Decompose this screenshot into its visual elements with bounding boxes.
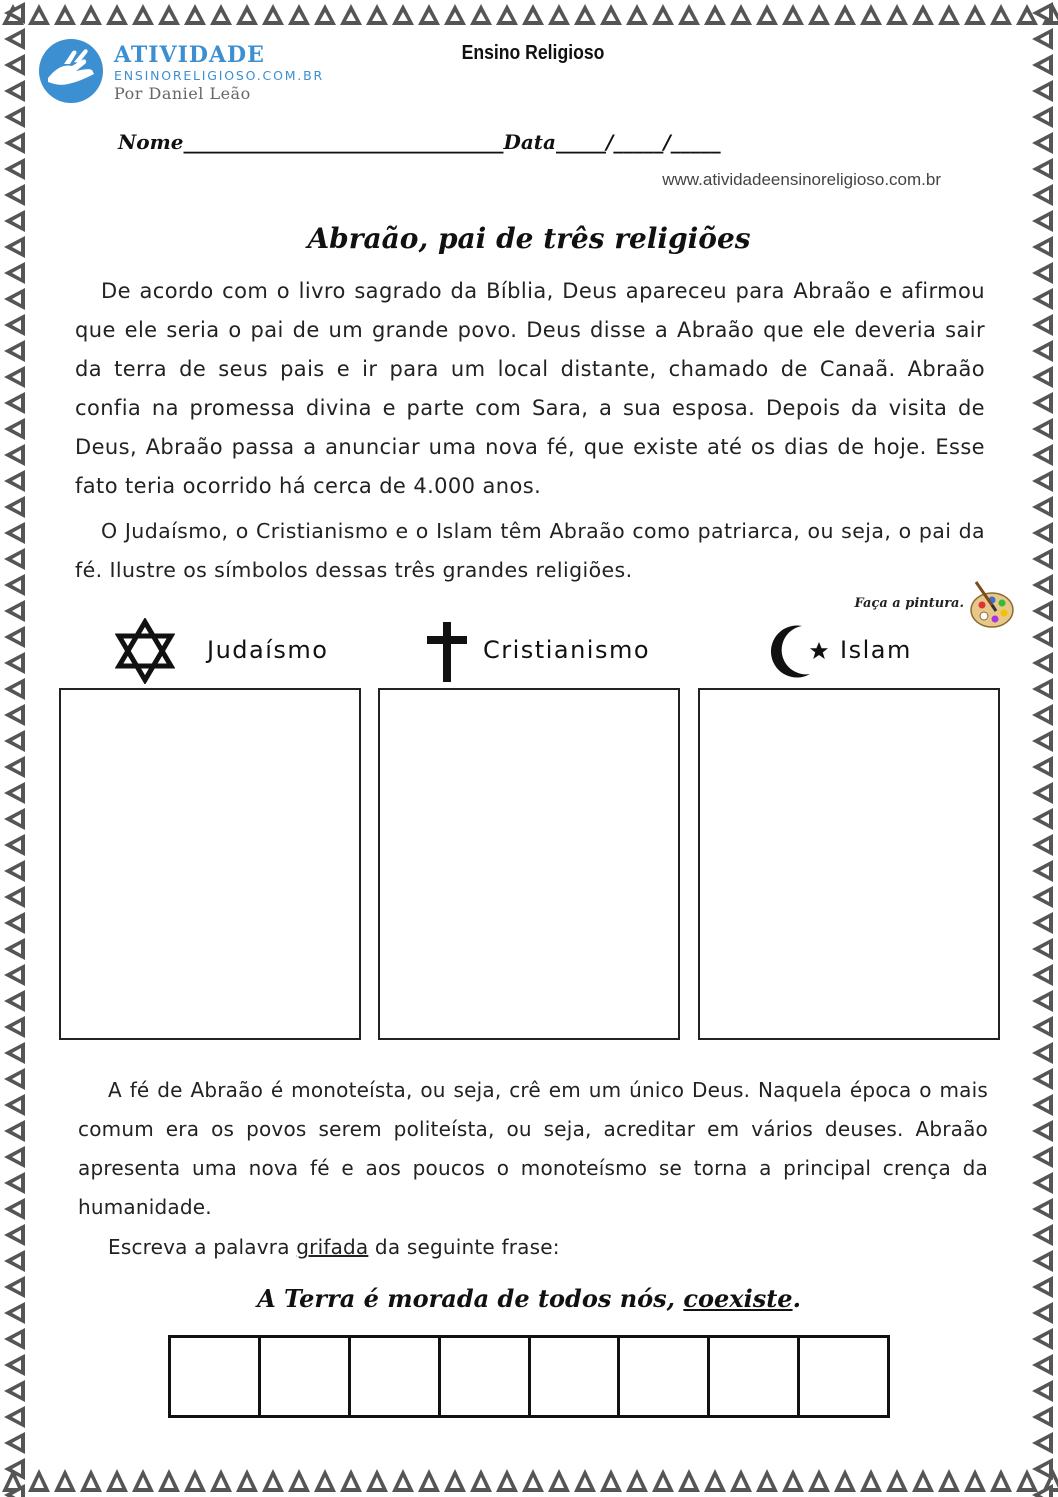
border-triangle xyxy=(4,1354,25,1376)
letter-box[interactable] xyxy=(531,1338,621,1415)
border-triangle xyxy=(1032,1198,1053,1220)
border-triangle xyxy=(1032,990,1053,1012)
border-triangle xyxy=(834,1469,856,1492)
border-triangle xyxy=(158,1469,180,1492)
border-triangle xyxy=(1032,834,1053,856)
border-triangle xyxy=(4,678,25,700)
decorative-border-bottom xyxy=(0,1465,1058,1497)
border-triangle xyxy=(4,54,25,76)
letter-boxes xyxy=(168,1335,890,1418)
border-triangle xyxy=(1032,496,1053,518)
paragraph-monotheism-text: A fé de Abraão é monoteísta, ou seja, crê em um único Deus. Naquela época o mais comum era os povos serem politeísta, ou seja, acreditar em vários deuses. Abraão apresenta uma nova fé e aos poucos o monoteísmo se torna a principal crença da humanidade. xyxy=(78,1078,988,1219)
border-triangle xyxy=(1032,964,1053,986)
border-triangle xyxy=(1032,756,1053,778)
letter-box[interactable] xyxy=(171,1338,261,1415)
border-triangle xyxy=(366,1469,388,1492)
site-url: www.atividadeensinoreligioso.com.br xyxy=(662,170,941,189)
border-triangle xyxy=(938,1469,960,1492)
border-triangle xyxy=(1032,652,1053,674)
border-triangle xyxy=(470,4,492,25)
phrase-underlined-word: coexiste xyxy=(683,1284,793,1313)
border-triangle xyxy=(886,1469,908,1492)
border-triangle xyxy=(808,4,830,25)
border-triangle xyxy=(730,4,752,25)
border-triangle xyxy=(756,4,778,25)
border-triangle xyxy=(912,1469,934,1492)
border-triangle xyxy=(4,652,25,674)
border-triangle xyxy=(782,1469,804,1492)
border-triangle xyxy=(4,496,25,518)
border-triangle xyxy=(262,4,284,25)
border-triangle xyxy=(652,4,674,25)
border-triangle xyxy=(4,1406,25,1428)
border-triangle xyxy=(1032,574,1053,596)
hands-logo-icon xyxy=(38,38,104,104)
border-triangle xyxy=(1032,262,1053,284)
border-triangle xyxy=(964,1469,986,1492)
border-triangle xyxy=(886,4,908,25)
border-triangle xyxy=(678,1469,700,1492)
border-triangle xyxy=(1032,314,1053,336)
write-instruction-after: da seguinte frase: xyxy=(368,1235,560,1259)
name-date-field[interactable]: Nome________________________________Data_____/_____/_____ xyxy=(118,130,721,154)
border-triangle xyxy=(1032,1224,1053,1246)
drawing-box-islam[interactable] xyxy=(698,688,1000,1040)
letter-box[interactable] xyxy=(800,1338,887,1415)
border-triangle xyxy=(4,184,25,206)
border-triangle xyxy=(730,1469,752,1492)
border-triangle xyxy=(288,1469,310,1492)
letter-box[interactable] xyxy=(620,1338,710,1415)
border-triangle xyxy=(574,1469,596,1492)
paragraph-monotheism xyxy=(78,1071,988,1227)
border-triangle xyxy=(1032,782,1053,804)
border-triangle xyxy=(4,756,25,778)
border-triangle xyxy=(132,1469,154,1492)
paragraph-write-instruction xyxy=(78,1228,988,1267)
border-triangle xyxy=(4,1120,25,1142)
paragraph-instruction xyxy=(75,512,985,590)
border-triangle xyxy=(236,1469,258,1492)
border-triangle xyxy=(1032,1172,1053,1194)
border-triangle xyxy=(4,1484,25,1497)
border-triangle xyxy=(4,834,25,856)
drawing-box-judaism[interactable] xyxy=(59,688,361,1040)
border-triangle xyxy=(132,4,154,25)
border-triangle xyxy=(756,1469,778,1492)
border-triangle xyxy=(548,4,570,25)
border-triangle xyxy=(4,1328,25,1350)
border-triangle xyxy=(1032,678,1053,700)
subject-heading: Ensino Religioso xyxy=(461,42,605,64)
border-triangle xyxy=(4,392,25,414)
border-triangle xyxy=(262,1469,284,1492)
border-triangle xyxy=(1032,1354,1053,1376)
border-triangle xyxy=(80,4,102,25)
border-triangle xyxy=(1032,366,1053,388)
border-triangle xyxy=(54,1469,76,1492)
border-triangle xyxy=(4,1458,25,1480)
border-triangle xyxy=(418,4,440,25)
phrase-after: . xyxy=(792,1284,801,1313)
border-triangle xyxy=(106,1469,128,1492)
border-triangle xyxy=(1032,912,1053,934)
border-triangle xyxy=(626,4,648,25)
border-triangle xyxy=(4,1380,25,1402)
border-triangle xyxy=(4,1224,25,1246)
border-triangle xyxy=(4,288,25,310)
logo-title: ATIVIDADE xyxy=(114,42,265,68)
border-triangle xyxy=(860,4,882,25)
border-triangle xyxy=(4,418,25,440)
border-triangle xyxy=(340,1469,362,1492)
border-triangle xyxy=(184,4,206,25)
border-triangle xyxy=(444,4,466,25)
border-triangle xyxy=(4,912,25,934)
border-triangle xyxy=(1032,886,1053,908)
border-triangle xyxy=(4,80,25,102)
border-triangle xyxy=(1032,1458,1053,1480)
border-triangle xyxy=(600,1469,622,1492)
border-triangle xyxy=(4,2,25,24)
border-triangle xyxy=(80,1469,102,1492)
border-triangle xyxy=(4,262,25,284)
border-triangle xyxy=(1032,392,1053,414)
border-triangle xyxy=(1032,1406,1053,1428)
border-triangle xyxy=(600,4,622,25)
border-triangle xyxy=(28,4,50,25)
paragraph-intro xyxy=(75,272,985,506)
border-triangle xyxy=(1032,28,1053,50)
border-triangle xyxy=(1032,444,1053,466)
border-triangle xyxy=(1032,418,1053,440)
border-triangle xyxy=(1032,600,1053,622)
border-triangle xyxy=(1032,1094,1053,1116)
border-triangle xyxy=(522,4,544,25)
border-triangle xyxy=(4,340,25,362)
letter-box[interactable] xyxy=(441,1338,531,1415)
border-triangle xyxy=(470,1469,492,1492)
border-triangle xyxy=(158,4,180,25)
border-triangle xyxy=(314,1469,336,1492)
border-triangle xyxy=(964,4,986,25)
border-triangle xyxy=(444,1469,466,1492)
phrase-before: A Terra é morada de todos nós, xyxy=(257,1284,684,1313)
border-triangle xyxy=(626,1469,648,1492)
decorative-border-top xyxy=(0,0,1058,30)
border-triangle xyxy=(1032,340,1053,362)
paint-palette-icon xyxy=(968,578,1016,630)
border-triangle xyxy=(4,470,25,492)
religion-label-christianity: Cristianismo xyxy=(483,636,651,664)
border-triangle xyxy=(1032,938,1053,960)
border-triangle xyxy=(704,1469,726,1492)
border-triangle xyxy=(4,808,25,830)
border-triangle xyxy=(4,548,25,570)
border-triangle xyxy=(652,1469,674,1492)
border-triangle xyxy=(990,1469,1012,1492)
border-triangle xyxy=(1032,626,1053,648)
border-triangle xyxy=(4,132,25,154)
border-triangle xyxy=(808,1469,830,1492)
border-triangle xyxy=(4,106,25,128)
religion-header-islam xyxy=(764,618,964,688)
religion-label-islam: Islam xyxy=(840,636,912,664)
border-triangle xyxy=(938,4,960,25)
border-triangle xyxy=(236,4,258,25)
border-triangle xyxy=(4,158,25,180)
border-triangle xyxy=(28,1469,50,1492)
border-triangle xyxy=(4,730,25,752)
border-triangle xyxy=(678,4,700,25)
border-triangle xyxy=(1032,1328,1053,1350)
border-triangle xyxy=(4,860,25,882)
star-of-david-icon xyxy=(115,618,175,684)
cross-icon xyxy=(423,618,471,684)
border-triangle xyxy=(1032,288,1053,310)
border-triangle xyxy=(1032,1484,1053,1497)
border-triangle xyxy=(1032,548,1053,570)
border-triangle xyxy=(392,1469,414,1492)
write-instruction-underlined: grifada xyxy=(296,1235,369,1259)
border-triangle xyxy=(1032,2,1053,24)
crescent-star-icon xyxy=(764,618,834,684)
paragraph-intro-text: De acordo com o livro sagrado da Bíblia, Deus apareceu para Abraão e afirmou que ele seria o pai de um grande povo. Deus disse a Abraão que ele deveria sair da terra de seus pais e ir para um local distante, chamado de Canaã. Abraão confia na promessa divina e parte com Sara, a sua esposa. Depois da visita de Deus, Abraão passa a anunciar uma nova fé, que existe até os dias de hoje. Esse fato teria ocorrido há cerca de 4.000 anos. xyxy=(75,279,985,498)
border-triangle xyxy=(4,574,25,596)
border-triangle xyxy=(704,4,726,25)
border-triangle xyxy=(4,964,25,986)
religion-label-judaism: Judaísmo xyxy=(207,636,329,664)
border-triangle xyxy=(1032,470,1053,492)
border-triangle xyxy=(210,4,232,25)
border-triangle xyxy=(1032,1120,1053,1142)
logo-author: Por Daniel Leão xyxy=(114,84,251,103)
border-triangle xyxy=(4,626,25,648)
border-triangle xyxy=(1032,1068,1053,1090)
border-triangle xyxy=(4,1068,25,1090)
border-triangle xyxy=(1032,54,1053,76)
border-triangle xyxy=(392,4,414,25)
border-triangle xyxy=(1032,1042,1053,1064)
border-triangle xyxy=(1032,860,1053,882)
border-triangle xyxy=(834,4,856,25)
border-triangle xyxy=(4,522,25,544)
drawing-box-christianity[interactable] xyxy=(378,688,680,1040)
worksheet-title: Abraão, pai de três religiões xyxy=(307,222,751,255)
border-triangle xyxy=(54,4,76,25)
letter-box[interactable] xyxy=(710,1338,800,1415)
border-triangle xyxy=(4,1432,25,1454)
paragraph-instruction-text: O Judaísmo, o Cristianismo e o Islam têm Abraão como patriarca, ou seja, o pai da fé. Ilustre os símbolos dessas três grandes religiões. xyxy=(75,519,985,582)
border-triangle xyxy=(1032,1016,1053,1038)
border-triangle xyxy=(4,1042,25,1064)
border-triangle xyxy=(366,4,388,25)
border-triangle xyxy=(1032,1432,1053,1454)
border-triangle xyxy=(4,444,25,466)
logo-subtitle: ENSINORELIGIOSO.COM.BR xyxy=(114,68,324,83)
border-triangle xyxy=(4,1094,25,1116)
target-phrase xyxy=(0,1284,1058,1313)
border-triangle xyxy=(4,782,25,804)
border-triangle xyxy=(1032,132,1053,154)
border-triangle xyxy=(4,886,25,908)
paint-note: Faça a pintura. xyxy=(854,596,964,611)
border-triangle xyxy=(1032,522,1053,544)
border-triangle xyxy=(106,4,128,25)
border-triangle xyxy=(4,1250,25,1272)
border-triangle xyxy=(1032,1380,1053,1402)
border-triangle xyxy=(4,600,25,622)
border-triangle xyxy=(418,1469,440,1492)
border-triangle xyxy=(1032,158,1053,180)
letter-box[interactable] xyxy=(351,1338,441,1415)
border-triangle xyxy=(912,4,934,25)
border-triangle xyxy=(4,1016,25,1038)
border-triangle xyxy=(184,1469,206,1492)
border-triangle xyxy=(314,4,336,25)
border-triangle xyxy=(860,1469,882,1492)
site-logo xyxy=(38,38,338,108)
border-triangle xyxy=(496,4,518,25)
border-triangle xyxy=(4,28,25,50)
border-triangle xyxy=(1032,184,1053,206)
border-triangle xyxy=(1032,1146,1053,1168)
border-triangle xyxy=(4,704,25,726)
border-triangle xyxy=(4,938,25,960)
border-triangle xyxy=(548,1469,570,1492)
border-triangle xyxy=(990,4,1012,25)
border-triangle xyxy=(1032,730,1053,752)
letter-box[interactable] xyxy=(261,1338,351,1415)
border-triangle xyxy=(210,1469,232,1492)
border-triangle xyxy=(1032,1250,1053,1272)
border-triangle xyxy=(4,314,25,336)
border-triangle xyxy=(496,1469,518,1492)
border-triangle xyxy=(1032,704,1053,726)
border-triangle xyxy=(4,1146,25,1168)
border-triangle xyxy=(4,366,25,388)
write-instruction-before: Escreva a palavra xyxy=(108,1235,297,1259)
border-triangle xyxy=(4,1198,25,1220)
border-triangle xyxy=(782,4,804,25)
border-triangle xyxy=(340,4,362,25)
religion-header-christianity xyxy=(423,618,673,688)
religion-header-judaism xyxy=(115,618,365,688)
border-triangle xyxy=(288,4,310,25)
border-triangle xyxy=(1032,808,1053,830)
border-triangle xyxy=(1032,80,1053,102)
border-triangle xyxy=(4,990,25,1012)
border-triangle xyxy=(574,4,596,25)
border-triangle xyxy=(4,1172,25,1194)
border-triangle xyxy=(1032,106,1053,128)
border-triangle xyxy=(522,1469,544,1492)
